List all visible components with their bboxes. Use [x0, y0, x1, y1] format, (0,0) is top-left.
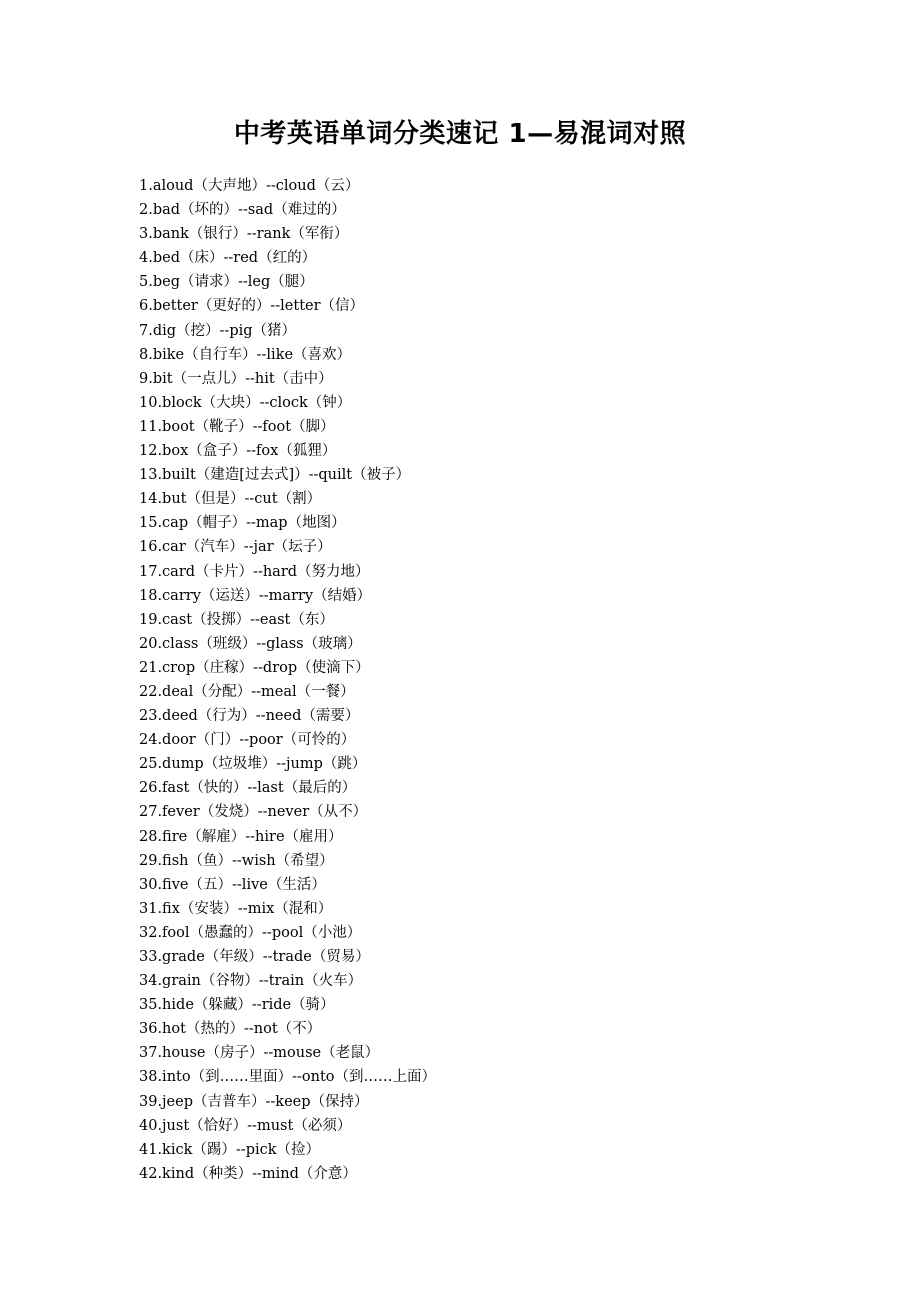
list-item: 33.grade（年级）--trade（贸易）: [139, 949, 370, 965]
list-item: 28.fire（解雇）--hire（雇用）: [139, 828, 343, 845]
list-item: 10.block（大块）--clock（钟）: [139, 394, 352, 411]
list-item: 26.fast（快的）--last（最后的）: [139, 780, 357, 797]
list-item: 15.cap（帽子）--map（地图）: [139, 515, 346, 532]
list-item: 17.card（卡片）--hard（努力地）: [139, 563, 370, 580]
list-item: 6.better（更好的）--letter（信）: [139, 298, 365, 315]
list-item: 30.five（五）--live（生活）: [139, 876, 326, 893]
list-item: 37.house（房子）--mouse（老鼠）: [139, 1045, 380, 1062]
list-item: 36.hot（热的）--not（不）: [139, 1021, 322, 1038]
list-item: 23.deed（行为）--need（需要）: [139, 708, 360, 725]
list-item: 18.carry（运送）--marry（结婚）: [139, 587, 372, 604]
list-item: 41.kick（踢）--pick（捡）: [139, 1141, 321, 1158]
document-title: 中考英语单词分类速记 1—易混词对照: [233, 119, 687, 149]
list-item: 34.grain（谷物）--train（火车）: [139, 973, 363, 990]
word-pair-list: [139, 174, 436, 1186]
list-item: 12.box（盒子）--fox（狐狸）: [139, 443, 337, 460]
list-item: 11.boot（靴子）--foot（脚）: [139, 418, 335, 435]
list-item: 32.fool（愚蠢的）--pool（小池）: [139, 924, 362, 941]
list-item: 31.fix（安装）--mix（混和）: [139, 900, 333, 917]
list-item: 13.built（建造[过去式]）--quilt（被子）: [139, 467, 411, 484]
list-item: 35.hide（躲藏）--ride（骑）: [139, 997, 335, 1014]
list-item: 27.fever（发烧）--never（从不）: [139, 804, 368, 821]
list-item: 16.car（汽车）--jar（坛子）: [139, 539, 332, 556]
list-item: 4.bed（床）--red（红的）: [139, 250, 317, 267]
list-item: 7.dig（挖）--pig（猪）: [139, 322, 297, 339]
list-item: 5.beg（请求）--leg（腿）: [139, 274, 314, 291]
list-item: 9.bit（一点儿）--hit（击中）: [139, 370, 333, 387]
list-item: 14.but（但是）--cut（割）: [139, 491, 322, 508]
list-item: 19.cast（投掷）--east（东）: [139, 611, 334, 628]
list-item: 24.door（门）--poor（可怜的）: [139, 732, 356, 749]
list-item: 40.just（恰好）--must（必须）: [139, 1117, 352, 1134]
list-item: 3.bank（银行）--rank（军衔）: [139, 226, 349, 243]
list-item: 22.deal（分配）--meal（一餐）: [139, 683, 355, 700]
list-item: 39.jeep（吉普车）--keep（保持）: [139, 1093, 369, 1110]
list-item: 8.bike（自行车）--like（喜欢）: [139, 346, 352, 363]
list-item: 20.class（班级）--glass（玻璃）: [139, 635, 362, 652]
list-item: 42.kind（种类）--mind（介意）: [139, 1165, 357, 1182]
list-item: 38.into（到……里面）--onto（到……上面）: [139, 1069, 437, 1086]
list-item: 2.bad（坏的）--sad（难过的）: [139, 202, 346, 219]
list-item: 1.aloud（大声地）--cloud（云）: [139, 178, 360, 194]
list-item: 29.fish（鱼）--wish（希望）: [139, 852, 334, 869]
list-item: 25.dump（垃圾堆）--jump（跳）: [139, 756, 367, 773]
list-item: 21.crop（庄稼）--drop（使滴下）: [139, 659, 370, 676]
